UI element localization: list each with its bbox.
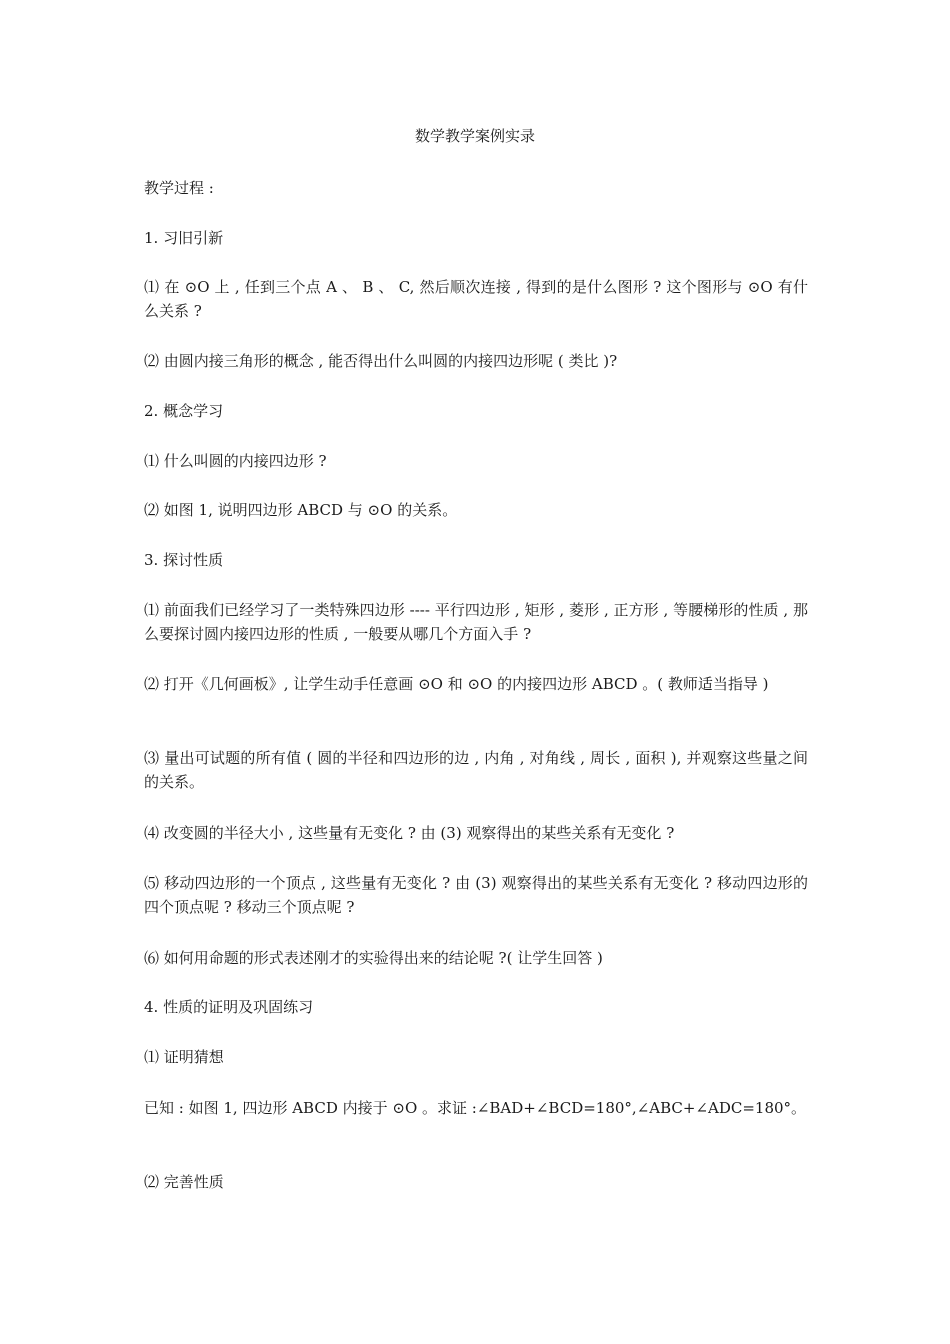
paragraph-given-prove: 已知 : 如图 1, 四边形 ABCD 内接于 ⊙O 。求证 :∠BAD+∠BCD=180°,∠ABC+∠ADC=180°。 bbox=[144, 1099, 807, 1117]
paragraph-2-1: ⑴ 什么叫圆的内接四边形 ? bbox=[144, 452, 327, 470]
document-title: 数学教学案例实录 bbox=[414, 127, 535, 145]
paragraph-4-2: ⑵ 完善性质 bbox=[144, 1173, 224, 1191]
paragraph-3-3: ⑶ 量出可试题的所有值 ( 圆的半径和四边形的边 , 内角 , 对角线 , 周长 , 面积 ), 并观察这些量之间的关系。 bbox=[144, 749, 808, 791]
paragraph-3-1: ⑴ 前面我们已经学习了一类特殊四边形 ---- 平行四边形 , 矩形 , 菱形 , 正方形 , 等腰梯形的性质 , 那么要探讨圆内接四边形的性质 , 一般要从哪几个方面入手 ? bbox=[144, 601, 808, 643]
paragraph-4-1: ⑴ 证明猜想 bbox=[144, 1048, 224, 1066]
paragraph-3-6: ⑹ 如何用命题的形式表述刚才的实验得出来的结论呢 ?( 让学生回答 ) bbox=[144, 949, 603, 967]
section-heading-2: 2. 概念学习 bbox=[144, 402, 224, 420]
paragraph-3-5: ⑸ 移动四边形的一个顶点 , 这些量有无变化 ? 由 (3) 观察得出的某些关系有无变化 ? 移动四边形的四个顶点呢 ? 移动三个顶点呢 ? bbox=[144, 874, 808, 916]
section-heading-3: 3. 探讨性质 bbox=[144, 551, 224, 569]
paragraph-3-4: ⑷ 改变圆的半径大小 , 这些量有无变化 ? 由 (3) 观察得出的某些关系有无变化 ? bbox=[144, 824, 675, 842]
paragraph-1-1: ⑴ 在 ⊙O 上 , 任到三个点 A 、 B 、 C, 然后顺次连接 , 得到的是什么图形 ? 这个图形与 ⊙O 有什么关系 ? bbox=[144, 278, 808, 320]
paragraph-teaching-process: 教学过程 : bbox=[144, 179, 214, 197]
section-heading-4: 4. 性质的证明及巩固练习 bbox=[144, 998, 314, 1016]
paragraph-1-2: ⑵ 由圆内接三角形的概念 , 能否得出什么叫圆的内接四边形呢 ( 类比 )? bbox=[144, 352, 618, 370]
section-heading-1: 1. 习旧引新 bbox=[144, 229, 224, 247]
paragraph-2-2: ⑵ 如图 1, 说明四边形 ABCD 与 ⊙O 的关系。 bbox=[144, 501, 458, 519]
paragraph-3-2: ⑵ 打开《几何画板》, 让学生动手任意画 ⊙O 和 ⊙O 的内接四边形 ABCD 。( 教师适当指导 ) bbox=[144, 675, 769, 693]
